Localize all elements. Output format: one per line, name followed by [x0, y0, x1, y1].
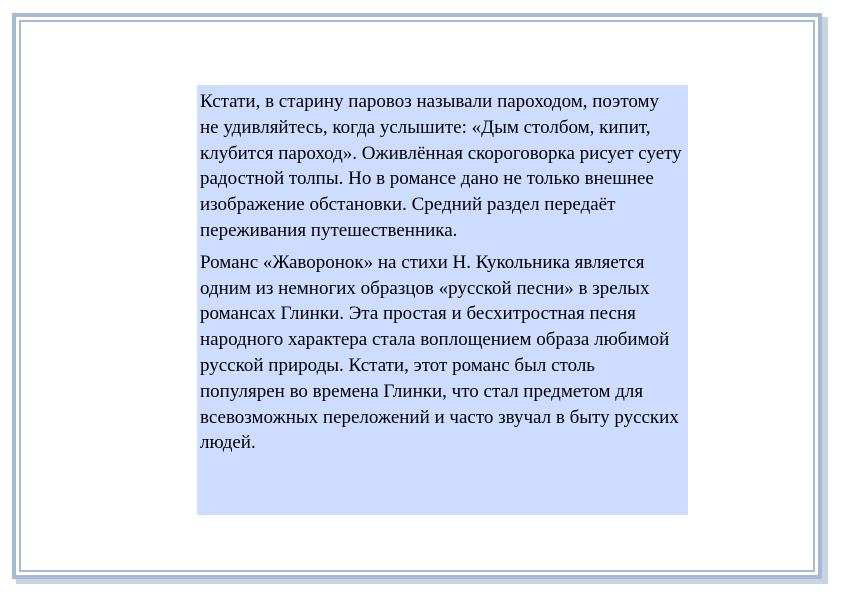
frame-shadow-bottom — [16, 579, 828, 584]
frame-shadow-right — [822, 17, 828, 583]
paragraph-1: Кстати, в старину паровоз называли пароходом, поэтому не удивляйтесь, когда услышите: «Дым столбом, кипит, клубится пароход». Оживлённая скороговорка рисует суету радостной толпы. Но в романсе дано не только внешнее изображение обстановки. Средний раздел передаёт переживания путешественника. — [200, 91, 682, 241]
text-box — [197, 85, 688, 515]
paragraph-2: Романс «Жаворонок» на стихи Н. Кукольника является одним из немногих образцов «русской песни» в зрелых романсах Глинки. Эта простая и бесхитростная песня народного характера стала воплощением образа любимой русской природы. Кстати, этот романс был столь популярен во времена Глинки, что стал предметом для всевозможных переложений и часто звучал в быту русских людей. — [200, 251, 679, 454]
